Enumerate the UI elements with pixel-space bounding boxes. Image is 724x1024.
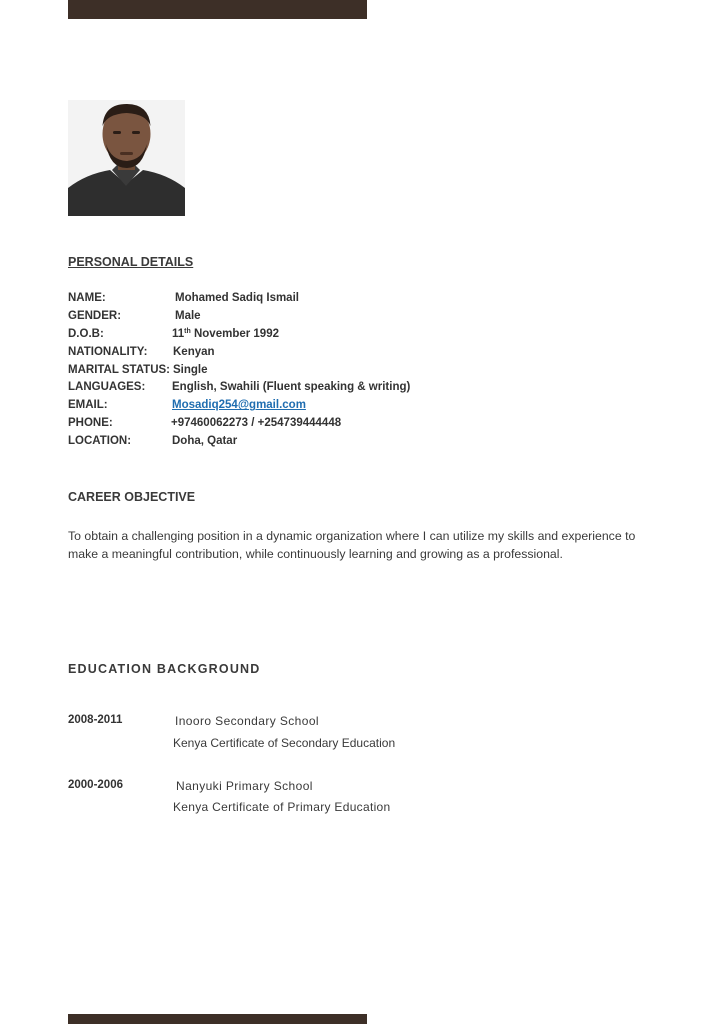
education-school: Nanyuki Primary School	[176, 779, 313, 793]
phone-value: +97460062273 / +254739444448	[171, 417, 342, 430]
education-school: Inooro Secondary School	[175, 714, 319, 728]
education-years: 2000-2006	[68, 779, 123, 791]
name-value: Mohamed Sadiq Ismail	[175, 292, 299, 304]
education-certificate: Kenya Certificate of Secondary Education	[173, 736, 396, 750]
name-label: NAME:	[68, 292, 106, 304]
dob-month-year: November 1992	[190, 327, 279, 340]
languages-value: English, Swahili (Fluent speaking & writing)	[172, 381, 411, 394]
email-link[interactable]: Mosadiq254@gmail.com	[172, 399, 306, 412]
career-objective-heading: CAREER OBJECTIVE	[68, 490, 196, 504]
phone-label: PHONE:	[68, 417, 113, 430]
nationality-label: NATIONALITY:	[68, 345, 148, 358]
dob-day: 11	[172, 327, 185, 340]
dob-label: D.O.B:	[68, 327, 104, 340]
nationality-value: Kenyan	[173, 345, 215, 358]
email-label: EMAIL:	[68, 399, 108, 412]
languages-label: LANGUAGES:	[68, 381, 146, 394]
profile-photo	[68, 100, 185, 216]
education-years: 2008-2011	[68, 714, 123, 726]
marital-status-label: MARITAL STATUS:	[68, 363, 170, 376]
personal-details-heading: PERSONAL DETAILS	[68, 255, 194, 269]
top-decorative-bar	[68, 0, 367, 19]
location-label: LOCATION:	[68, 435, 132, 448]
education-heading: EDUCATION BACKGROUND	[68, 662, 261, 676]
gender-value: Male	[175, 309, 201, 322]
dob-value	[172, 328, 279, 340]
location-value: Doha, Qatar	[172, 435, 238, 448]
career-objective-text: To obtain a challenging position in a dynamic organization where I can utilize my skills and experience to make a meaningful contribution, while continuously learning and growing as a professional.	[68, 529, 636, 562]
marital-status-value: Single	[173, 363, 208, 376]
education-certificate: Kenya Certificate of Primary Education	[173, 800, 391, 814]
gender-label: GENDER:	[68, 309, 122, 322]
bottom-decorative-bar	[68, 1014, 367, 1024]
dob-day-suffix: th	[184, 327, 191, 335]
